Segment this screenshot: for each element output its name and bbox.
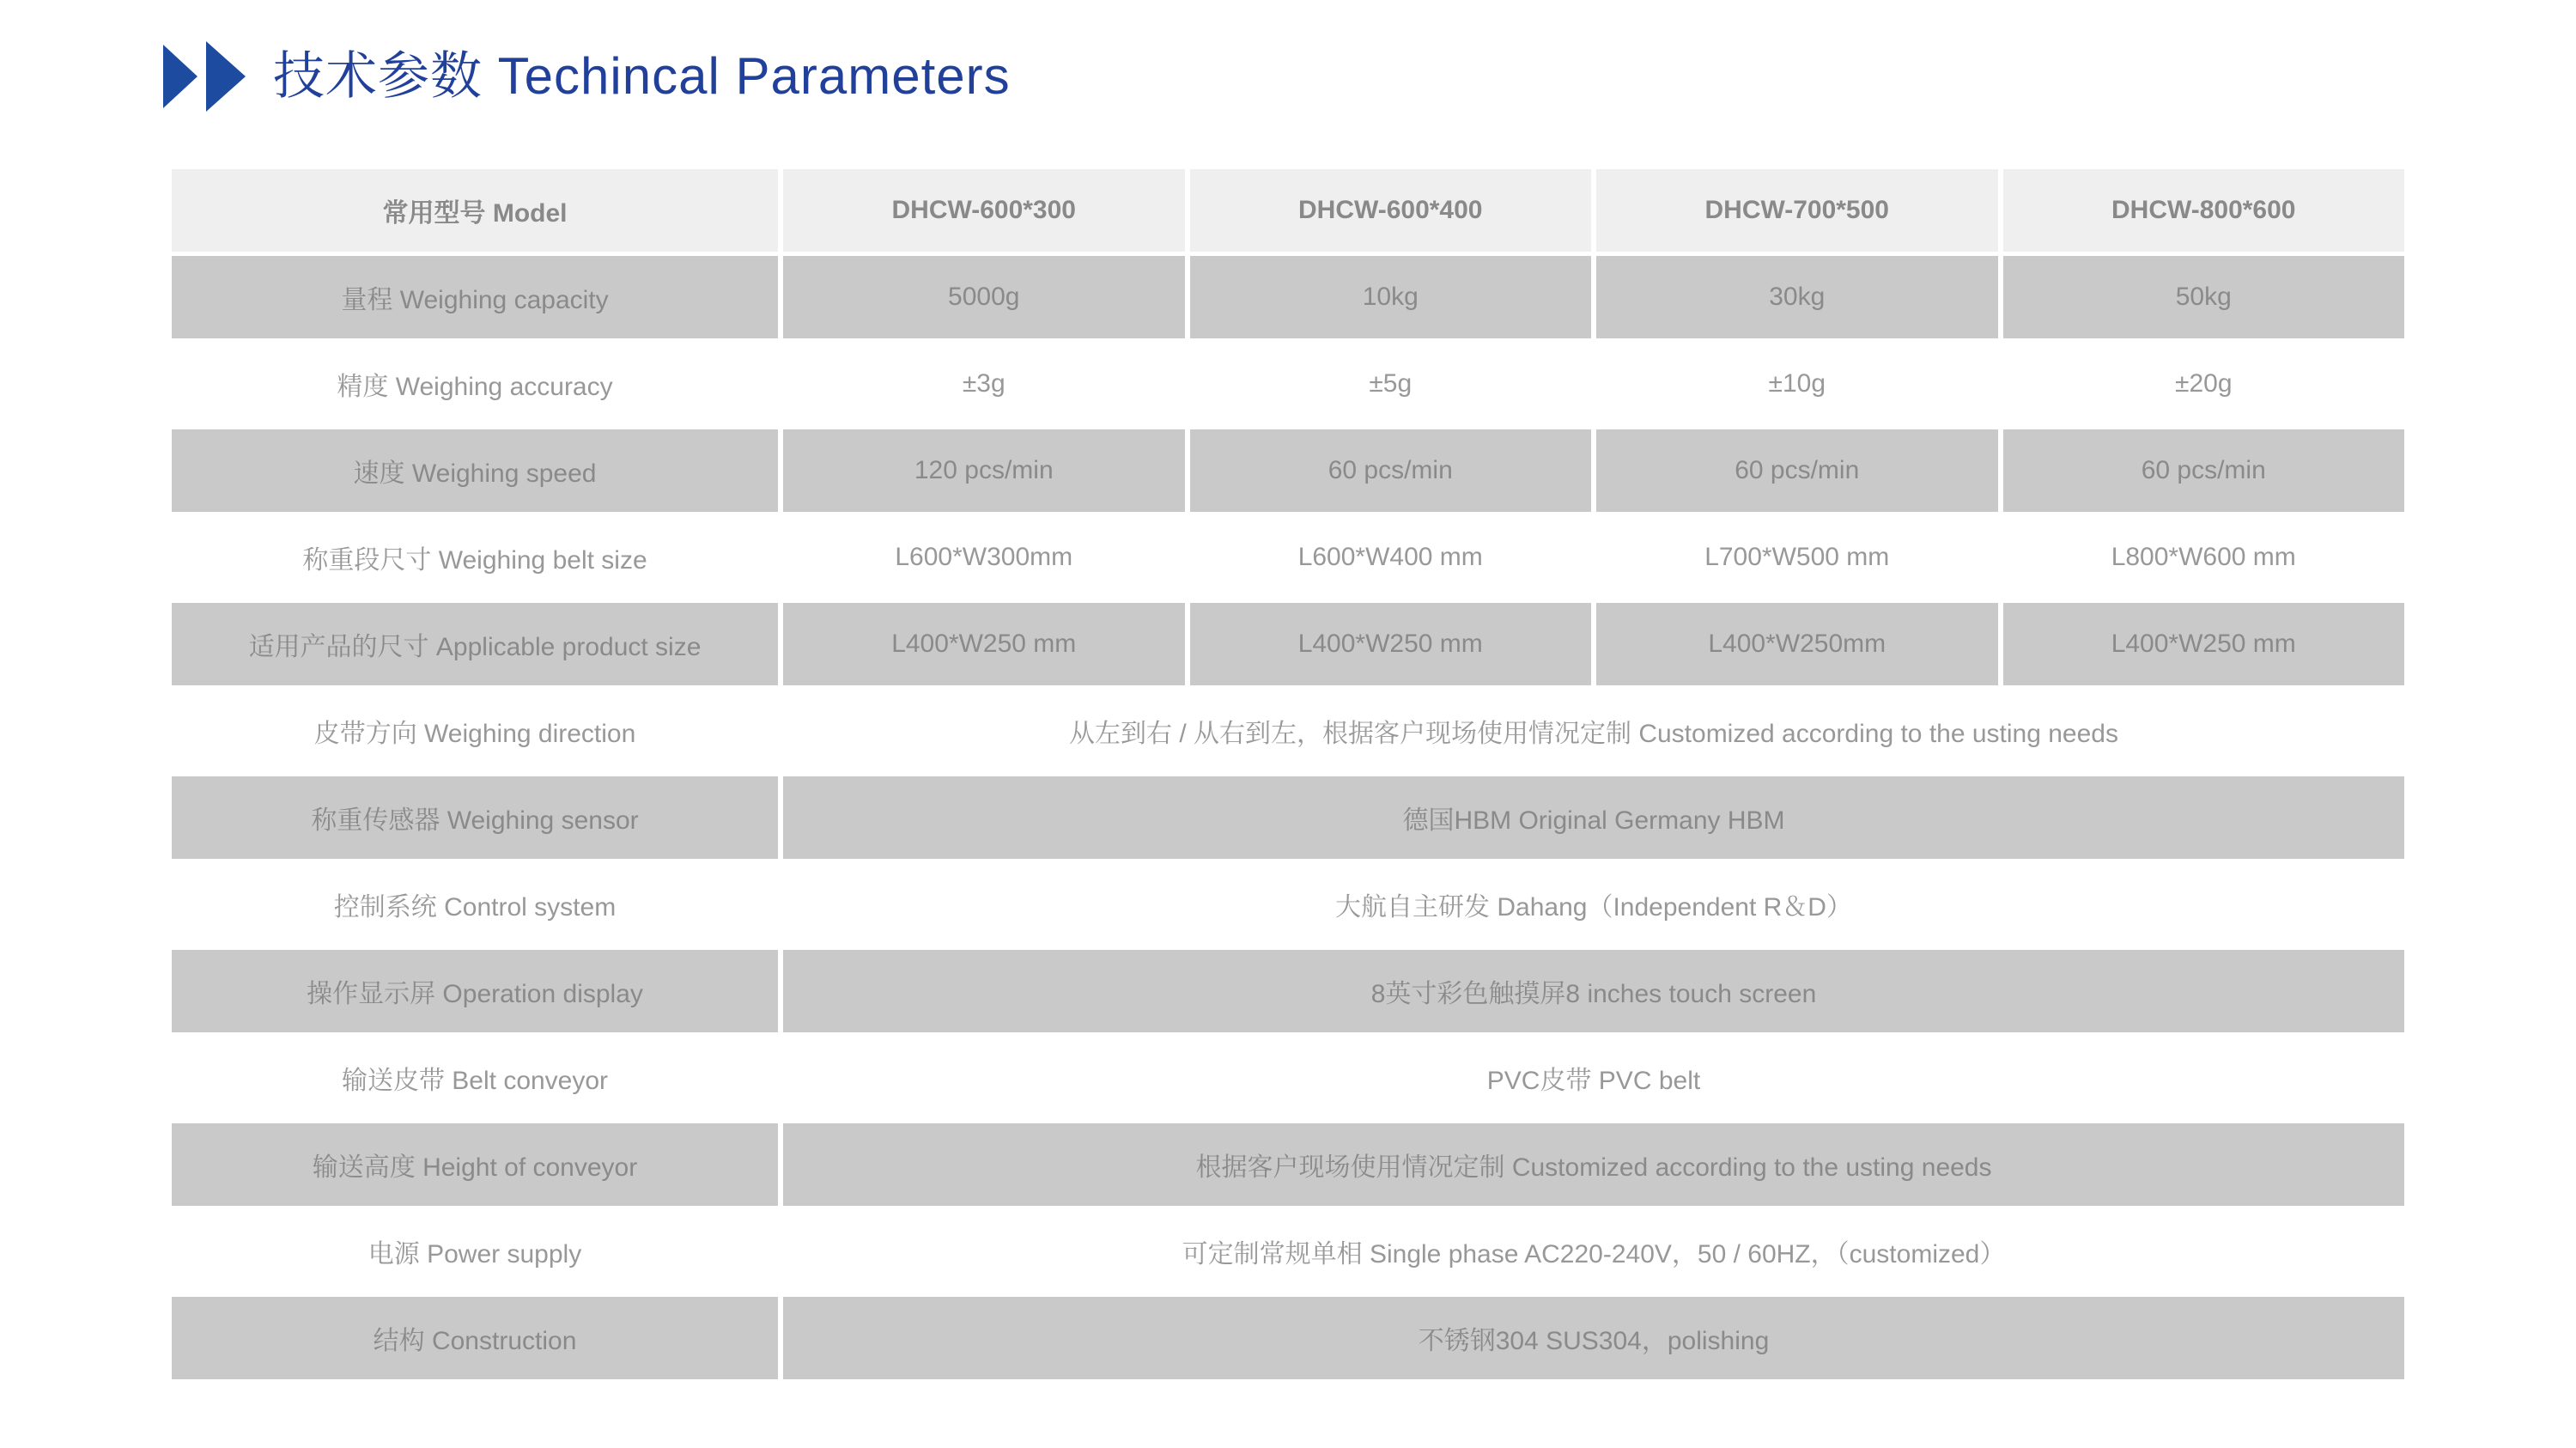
row-label: 适用产品的尺寸 Applicable product size <box>172 603 778 685</box>
technical-parameters-table <box>172 169 2404 1379</box>
table-row-operation-display <box>172 950 2404 1032</box>
header-dhcw-600x300: DHCW-600*300 <box>783 169 1185 252</box>
cell-value: 60 pcs/min <box>2003 429 2405 512</box>
cell-merged-value: 根据客户现场使用情况定制 Customized according to the usting needs <box>783 1123 2404 1206</box>
row-label: 精度 Weighing accuracy <box>172 343 778 425</box>
table-row-weighing-sensor <box>172 776 2404 859</box>
cell-merged-value: 德国HBM Original Germany HBM <box>783 776 2404 859</box>
table-row-weighing-accuracy <box>172 343 2404 425</box>
cell-value: ±10g <box>1596 343 1998 425</box>
cell-value: L400*W250mm <box>1596 603 1998 685</box>
table-row-power-supply <box>172 1210 2404 1293</box>
table-row-weighing-capacity <box>172 256 2404 338</box>
table-row-belt-conveyor <box>172 1037 2404 1119</box>
right-triangle-icon <box>163 45 197 108</box>
cell-merged-value: 大航自主研发 Dahang（Independent R＆D） <box>783 863 2404 946</box>
cell-merged-value: 从左到右 / 从右到左，根据客户现场使用情况定制 Customized according to the usting needs <box>783 690 2404 772</box>
cell-value: ±3g <box>783 343 1185 425</box>
header-model: 常用型号 Model <box>172 169 778 252</box>
cell-value: 50kg <box>2003 256 2405 338</box>
header-dhcw-700x500: DHCW-700*500 <box>1596 169 1998 252</box>
row-label: 输送皮带 Belt conveyor <box>172 1037 778 1119</box>
row-label: 操作显示屏 Operation display <box>172 950 778 1032</box>
row-label: 称重段尺寸 Weighing belt size <box>172 516 778 599</box>
row-label: 量程 Weighing capacity <box>172 256 778 338</box>
page-title: 技术参数 Techincal Parameters <box>273 47 1011 105</box>
cell-value: 120 pcs/min <box>783 429 1185 512</box>
cell-value: L400*W250 mm <box>783 603 1185 685</box>
cell-value: 60 pcs/min <box>1190 429 1592 512</box>
section-title <box>163 41 1011 112</box>
row-label: 输送高度 Height of conveyor <box>172 1123 778 1206</box>
table-row-weighing-speed <box>172 429 2404 512</box>
cell-merged-value: 8英寸彩色触摸屏8 inches touch screen <box>783 950 2404 1032</box>
row-label: 皮带方向 Weighing direction <box>172 690 778 772</box>
cell-merged-value: PVC皮带 PVC belt <box>783 1037 2404 1119</box>
row-label: 称重传感器 Weighing sensor <box>172 776 778 859</box>
cell-value: ±20g <box>2003 343 2405 425</box>
table-row-weighing-belt-size <box>172 516 2404 599</box>
header-dhcw-600x400: DHCW-600*400 <box>1190 169 1592 252</box>
cell-merged-value: 不锈钢304 SUS304，polishing <box>783 1297 2404 1379</box>
cell-value: ±5g <box>1190 343 1592 425</box>
right-triangle-icon <box>206 41 246 112</box>
cell-value: 30kg <box>1596 256 1998 338</box>
table-row-weighing-direction <box>172 690 2404 772</box>
cell-value: L600*W300mm <box>783 516 1185 599</box>
table-row-height-of-conveyor <box>172 1123 2404 1206</box>
row-label: 结构 Construction <box>172 1297 778 1379</box>
cell-value: L800*W600 mm <box>2003 516 2405 599</box>
row-label: 控制系统 Control system <box>172 863 778 946</box>
table-row-applicable-product-size <box>172 603 2404 685</box>
table-row-construction <box>172 1297 2404 1379</box>
table-header-row <box>172 169 2404 252</box>
row-label: 速度 Weighing speed <box>172 429 778 512</box>
header-dhcw-800x600: DHCW-800*600 <box>2003 169 2405 252</box>
cell-value: L700*W500 mm <box>1596 516 1998 599</box>
cell-value: 5000g <box>783 256 1185 338</box>
cell-merged-value: 可定制常规单相 Single phase AC220-240V，50 / 60HZ，（customized） <box>783 1210 2404 1293</box>
cell-value: L600*W400 mm <box>1190 516 1592 599</box>
row-label: 电源 Power supply <box>172 1210 778 1293</box>
cell-value: 60 pcs/min <box>1596 429 1998 512</box>
table-row-control-system <box>172 863 2404 946</box>
cell-value: L400*W250 mm <box>1190 603 1592 685</box>
cell-value: L400*W250 mm <box>2003 603 2405 685</box>
cell-value: 10kg <box>1190 256 1592 338</box>
